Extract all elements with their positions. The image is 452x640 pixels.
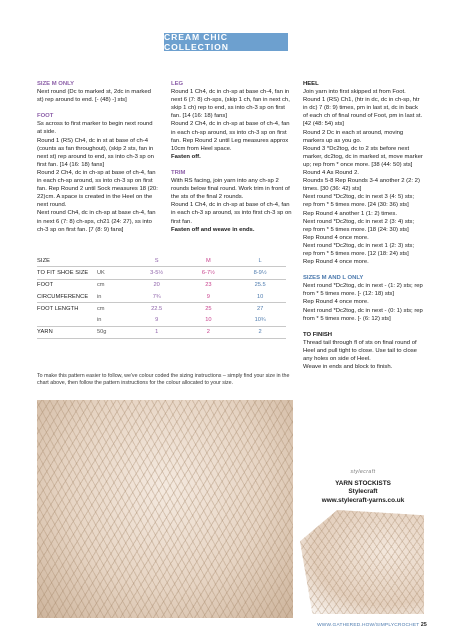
leg-heading: LEG xyxy=(171,81,184,87)
heel-para-8: Rep Round 4 another 1 (1: 2) times. xyxy=(303,210,397,217)
size-table xyxy=(37,255,286,339)
finish-para-2: Weave in ends and block to finish. xyxy=(303,364,393,371)
table-cell-l: 25.5 xyxy=(254,282,266,289)
heel-para-7: Next round *Dc2tog, dc in next 3 (4: 5) sts; rep from * 5 times more. [24 (30: 36) sts] xyxy=(303,194,414,209)
table-cell-m: 10 xyxy=(183,314,235,326)
heel-para-10: Rep Round 4 once more. xyxy=(303,234,369,241)
foot-para-3: Round 2 Ch4, dc in ch-sp at base of ch-4, fan in each ch-sp around, ss into ch-3 sp on first fan. Rep Round 2 until Sock measures 18 (20: 22)cm. A space is created in the Heel on the next round. xyxy=(37,169,158,209)
table-cell-s: 9 xyxy=(131,314,183,326)
table-cell-label: FOOT LENGTH xyxy=(37,305,79,312)
table-cell-l: 27 xyxy=(256,305,264,312)
table-cell-label: CIRCUMFERENCE xyxy=(37,291,97,303)
finish-para-1: Thread tail through fl of sts on final round of Heel and pull tight to close. Use tail to close any holes on side of Heel. xyxy=(303,339,417,362)
table-cell-unit: cm xyxy=(96,282,105,289)
leg-fasten: Fasten off. xyxy=(171,153,201,160)
table-header-row xyxy=(37,255,286,267)
yarn-stockists xyxy=(303,468,423,505)
table-cell-l: 8-9½ xyxy=(234,267,286,279)
trim-para-1: With RS facing, join yarn into any ch-sp 2 rounds below final round. Work trim in front of the sts of the final 2 rounds. xyxy=(171,178,290,201)
table-cell-l: 2 xyxy=(234,326,286,338)
foot-heading: FOOT xyxy=(37,113,54,120)
heel-para-6: Rounds 5-8 Rep Rounds 3-4 another 2 (2: 2) times. [30 (36: 42) sts] xyxy=(303,178,420,193)
heel-para-4: Round 3 *Dc2tog, dc to 2 sts before next marker, dc2tog, dc in marked st, move marker up; rep from * once more. [38 (44: 50) sts] xyxy=(303,145,423,168)
heel-para-12: Rep Round 4 once more. xyxy=(303,259,369,266)
table-cell-unit: in xyxy=(97,291,131,303)
table-cell-m: 6-7½ xyxy=(183,267,235,279)
stockists-name: Stylecraft xyxy=(348,488,378,496)
table-cell-label xyxy=(37,314,97,326)
heel-heading: HEEL xyxy=(303,81,319,87)
sizes-ml-heading: SIZES M AND L ONLY xyxy=(303,275,364,282)
lace-sock-photo xyxy=(37,400,293,618)
table-row xyxy=(37,314,286,326)
table-cell-s: 22.5 xyxy=(151,305,163,312)
stockists-title: YARN STOCKISTS xyxy=(335,480,391,488)
table-header-l: L xyxy=(234,255,286,267)
table-cell-s: 1 xyxy=(131,326,183,338)
table-cell-label: YARN xyxy=(37,326,97,338)
table-cell-m: 23 xyxy=(205,282,212,289)
table-row xyxy=(37,279,286,291)
footer-url[interactable]: WWW.GATHERED.HOW/SIMPLYCROCHET xyxy=(317,623,420,628)
foot-para-1: Ss across to first marker to begin next round at side. xyxy=(37,121,153,136)
table-cell-label: FOOT xyxy=(37,282,54,289)
sizes-ml-para-3: Next round *Dc2tog, dc in next - (0: 1) sts; rep from * 5 times more. [- (6: 12) sts] xyxy=(303,307,423,322)
column-right xyxy=(303,80,423,371)
heel-para-2: Round 1 (RS) Ch1, (htr in dc, dc in ch-sp, htr in dc) 7 (8: 9) times, pm in last st, dc in back of each ch of final round of Foot, pm in last st. [42 (48: 54) sts] xyxy=(303,97,423,128)
page-footer xyxy=(317,622,427,628)
foot-para-2: Round 1 (RS) Ch4, dc in st at base of ch-4 (counts as fan throughout), (skip 2 sts, fan in next st) rep around to end, ss into ch-3 sp on first fan. [14 (16: 18) fans] xyxy=(37,137,154,168)
table-cell-s: 7¾ xyxy=(131,291,183,303)
trim-para-2: Round 1 Ch4, dc in ch-sp at base of ch-4, fan in each ch-3 sp around, ss into first ch-3 sp on first fan. xyxy=(171,202,292,225)
leg-para-2: Round 2 Ch4, dc in ch-sp at base of ch-4, fan in each ch-sp around, ss into ch-3 sp on first fan. Rep Round 2 until Leg measures approx 10cm from Heel space. xyxy=(171,121,290,152)
table-header-s: S xyxy=(131,255,183,267)
size-m-heading: SIZE M ONLY xyxy=(37,81,75,87)
heel-para-9: Next round *Dc2tog, dc in next 2 (3: 4) sts; rep from * 5 times more. [18 (24: 30) sts] xyxy=(303,218,414,233)
table-cell-m: 25 xyxy=(205,305,212,312)
table-row xyxy=(37,326,286,338)
page-number: 25 xyxy=(420,622,427,628)
table-cell-unit: 50g xyxy=(97,326,131,338)
colour-code-note: To make this pattern easier to follow, we've colour coded the sizing instructions – simply find your size in the chart above, then follow the pattern instructions for the colour allocated to your size. xyxy=(37,373,290,386)
heel-para-3: Round 2 Dc in each st around, moving markers up as you go. xyxy=(303,129,404,144)
heel-para-11: Next round *Dc2tog, dc in next 1 (2: 3) sts; rep from * 5 times more. [12 (18: 24) sts] xyxy=(303,242,414,257)
banner-title: CREAM CHIC COLLECTION xyxy=(164,33,288,51)
heel-para-5: Round 4 As Round 2. xyxy=(303,170,360,177)
table-cell-label: TO FIT SHOE SIZE xyxy=(37,267,97,279)
table-header-unit xyxy=(97,255,131,267)
column-left xyxy=(37,80,159,234)
table-cell-l: 10 xyxy=(234,291,286,303)
trim-fasten: Fasten off and weave in ends. xyxy=(171,226,255,233)
table-cell-unit: in xyxy=(97,314,131,326)
foot-para-4: Next round Ch4, dc in ch-sp at base ch-4, fan in next 6 (7: 8) ch-sps, ch21 (24: 27), ss into ch-3 sp on first fan. [7 (8: 9) fans] xyxy=(37,210,156,233)
table-row xyxy=(37,291,286,303)
sizes-ml-para-1: Next round *Dc2tog, dc in next - (1: 2) sts; rep from * 5 times more. [- (12: 18) sts] xyxy=(303,283,423,298)
finish-heading: TO FINISH xyxy=(303,331,333,338)
size-m-text: Next round (Dc to marked st, 2dc in marked st) rep around to end. [- (48) -] sts] xyxy=(37,89,151,104)
table-cell-unit: UK xyxy=(97,267,131,279)
sock-heel-photo xyxy=(300,510,424,614)
stylecraft-logo: stylecraft xyxy=(350,469,376,475)
trim-heading: TRIM xyxy=(171,169,186,176)
table-row xyxy=(37,267,286,279)
table-cell-m: 9 xyxy=(183,291,235,303)
leg-para-1: Round 1 Ch4, dc in ch-sp at base ch-4, fan in next 6 (7: 8) ch-sps, (skip 1 ch, fan in next ch, skip 1 ch) rep to end, ss into ch-3 sp on first fan. [14 (16: 18) fans] xyxy=(171,89,290,120)
column-middle xyxy=(171,80,293,234)
table-cell-l: 10¾ xyxy=(234,314,286,326)
stockists-url[interactable]: www.stylecraft-yarns.co.uk xyxy=(321,496,405,504)
table-cell-s: 20 xyxy=(153,282,160,289)
table-cell-s: 3-5½ xyxy=(131,267,183,279)
table-cell-m: 2 xyxy=(183,326,235,338)
table-header-size: SIZE xyxy=(37,255,97,267)
table-row xyxy=(37,303,286,315)
table-header-m: M xyxy=(183,255,235,267)
heel-para-1: Join yarn into first skipped st from Foot. xyxy=(303,89,406,96)
table-cell-unit: cm xyxy=(96,305,105,312)
sizes-ml-para-2: Rep Round 4 once more. xyxy=(303,299,369,306)
